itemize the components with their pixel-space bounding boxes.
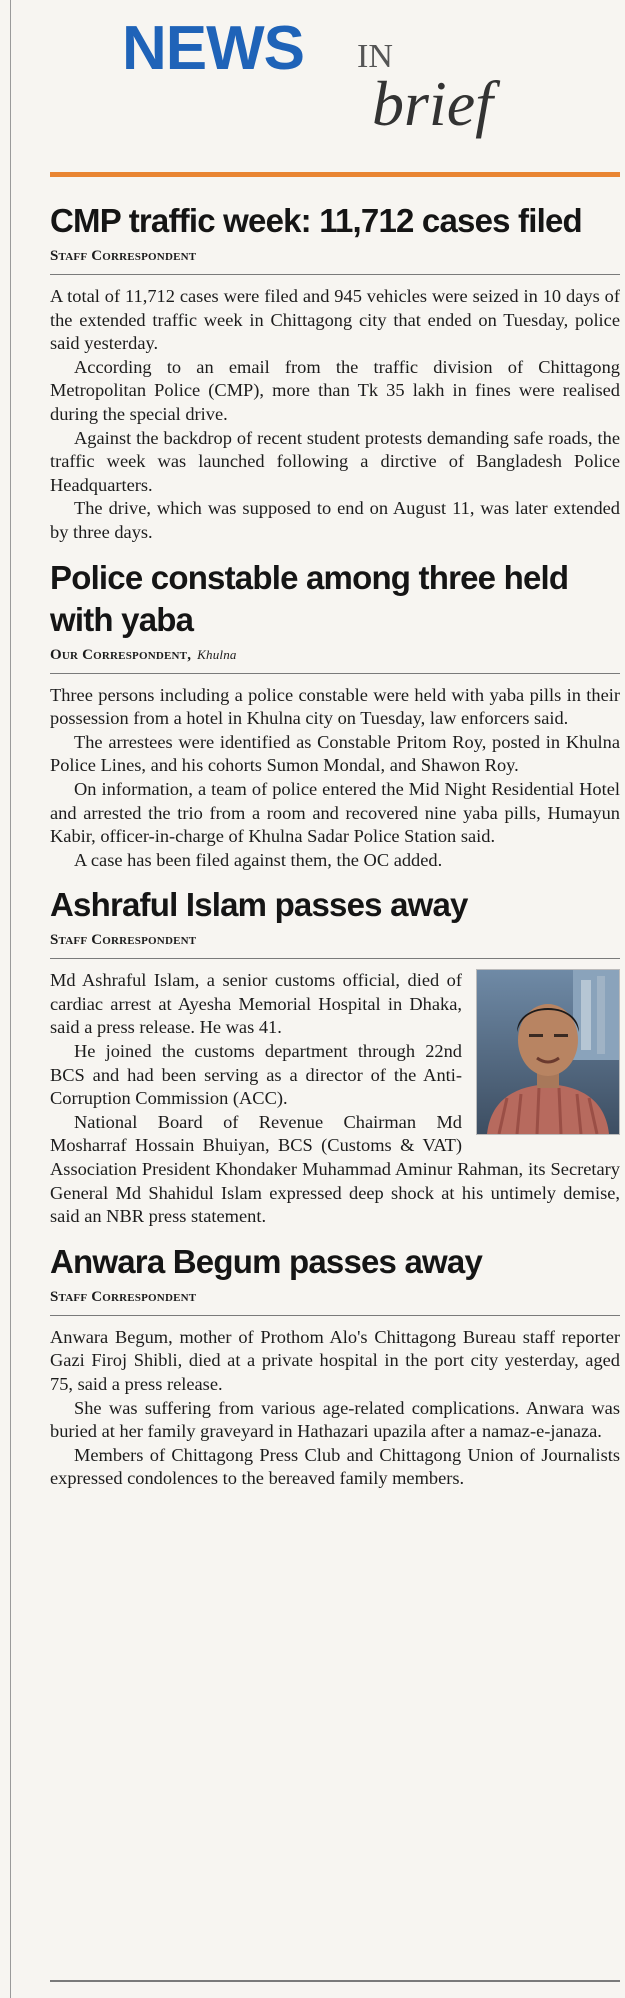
masthead-orange-rule — [50, 172, 620, 177]
paragraph: The arrestees were identified as Constable Pritom Roy, posted in Khulna Police Lines, and his cohorts Sumon Mondal, and Shawon Roy. — [50, 731, 620, 776]
byline-author: Staff Correspondent — [50, 1288, 197, 1305]
byline-author: Staff Correspondent — [50, 932, 197, 949]
paragraph: On information, a team of police entered the Mid Night Residential Hotel and arrested the trio from a room and recovered nine yaba pills, Humayun Kabir, officer-in-charge of Khulna Sadar Police Station said. — [50, 778, 620, 847]
page-left-rule — [10, 0, 11, 1998]
paragraph: Members of Chittagong Press Club and Chittagong Union of Journalists expressed condolences to the bereaved family members. — [50, 1444, 620, 1489]
page-bottom-rule — [50, 1980, 620, 1982]
byline — [50, 1287, 620, 1307]
masthead-brief: brief — [372, 68, 493, 139]
portrait-image — [477, 970, 619, 1134]
paragraph: National Board of Revenue Chairman Md Mosharraf Hossain Bhuiyan, BCS (Customs & VAT) Association President Khondaker Muhammad Aminur Rahman, its Secretary General Md Shahidul Islam expressed deep shock at his untimely demise, said an NBR press statement. — [50, 1111, 620, 1227]
byline — [50, 246, 620, 266]
headline: Anwara Begum passes away — [50, 1242, 483, 1280]
story-rule — [50, 958, 620, 959]
paragraph: Against the backdrop of recent student protests demanding safe roads, the traffic week was launched following a dirctive of Bangladesh Police Headquarters. — [50, 427, 620, 495]
byline-author: Our Correspondent, — [50, 646, 192, 663]
story-body — [50, 1326, 620, 1491]
story-traffic-week — [50, 200, 620, 545]
paragraph: Md Ashraful Islam, a senior customs official, died of cardiac arrest at Ayesha Memorial Hospital in Dhaka, said a press release. He was 41. — [50, 970, 462, 1038]
byline-location: Khulna — [197, 646, 237, 662]
headline: CMP traffic week: 11,712 cases filed — [50, 202, 582, 239]
masthead-in: IN — [357, 38, 393, 75]
paragraph: She was suffering from various age-related complications. Anwara was buried at her family graveyard in Hathazari upazila after a namaz-e-janaza. — [50, 1397, 620, 1442]
headline: Police constable among three held with yaba — [50, 558, 569, 638]
story-body — [50, 285, 620, 545]
paragraph: A total of 11,712 cases were filed and 945 vehicles were seized in 10 days of the extended traffic week in Chittagong city that ended on Tuesday, police said yesterday. — [50, 286, 620, 354]
story-body — [50, 969, 620, 1229]
story-police-constable — [50, 557, 620, 873]
story-anwara-begum — [50, 1241, 620, 1491]
story-body — [50, 684, 620, 873]
paragraph: He joined the customs department through 22nd BCS and had been serving as a director of the Anti-Corruption Commission (ACC). — [50, 1041, 462, 1109]
byline — [50, 930, 620, 950]
headline: Ashraful Islam passes away — [50, 886, 468, 924]
section-masthead — [50, 0, 620, 180]
paragraph: Three persons including a police constable were held with yaba pills in their possession from a hotel in Khulna city on Tuesday, law enforcers said. — [50, 684, 620, 729]
paragraph: A case has been filed against them, the OC added. — [74, 849, 443, 870]
paragraph: Anwara Begum, mother of Prothom Alo's Chittagong Bureau staff reporter Gazi Firoj Shibli, died at a private hospital in the port city yesterday, aged 75, said a press release. — [50, 1326, 620, 1394]
story-rule — [50, 1315, 620, 1316]
byline — [50, 645, 620, 665]
story-rule — [50, 673, 620, 674]
masthead-news: NEWS — [122, 14, 304, 83]
news-in-brief-column — [50, 0, 620, 1491]
paragraph: According to an email from the traffic division of Chittagong Metropolitan Police (CMP), more than Tk 35 lakh in fines were realised during the special drive. — [50, 356, 620, 424]
paragraph: The drive, which was supposed to end on August 11, was later extended by three days. — [50, 498, 620, 542]
ashraful-islam-photo — [476, 969, 620, 1135]
byline-author: Staff Correspondent — [50, 248, 197, 264]
story-ashraful-islam — [50, 884, 620, 1229]
story-rule — [50, 274, 620, 275]
